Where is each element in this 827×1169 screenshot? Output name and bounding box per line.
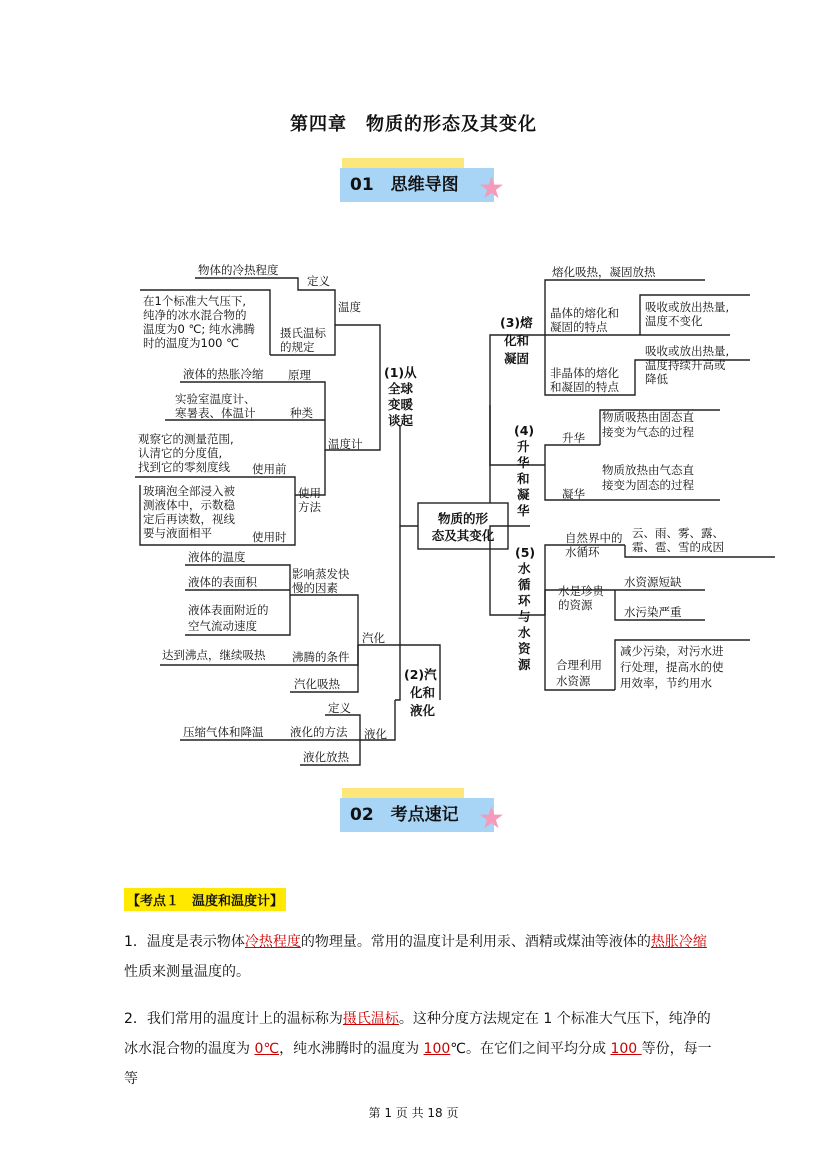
branch4-line6: 华 (517, 503, 530, 518)
branch5-line8: 源 (518, 657, 531, 672)
b3-3-desc-2: 温度持续升高或 (645, 358, 726, 372)
b3-2-desc-2: 温度不变化 (645, 314, 703, 328)
star-icon: ★ (478, 801, 505, 836)
b1-yuanli: 原理 (288, 368, 311, 382)
b3-3-1: 非晶体的熔化 (550, 366, 619, 380)
branch4-line2: 升 (517, 439, 530, 454)
paragraph-2 (124, 1004, 714, 1094)
b5-2-1: 水是珍贵 (558, 584, 604, 598)
b1-qian-desc-3: 找到它的零刻度线 (138, 460, 230, 474)
branch3-line3: 凝固 (504, 351, 530, 366)
b1-sheshi-2: 的规定 (280, 340, 315, 354)
b1-dingyi: 定义 (307, 274, 330, 288)
p2-answer-2: 0℃ (254, 1041, 280, 1057)
branch5-line7: 资 (518, 641, 531, 656)
b1-zhonglei-desc-1: 实验室温度计、 (175, 392, 256, 406)
branch4-line3: 华 (517, 455, 530, 470)
branch1-line2: 全球 (388, 381, 414, 396)
p2-answer-1: 摄氏温标 (342, 1011, 399, 1027)
p2-text-h: ℃。在它们之间平均分成 (450, 1041, 611, 1057)
star-icon: ★ (478, 171, 505, 206)
b1-wendu: 温度 (338, 300, 361, 314)
p2-answer-3: 100 (423, 1041, 451, 1057)
b4-ning: 凝华 (562, 487, 585, 501)
branch3-line1: (3)熔 (500, 315, 533, 330)
b1-zhonglei-desc-2: 寒暑表、体温计 (175, 406, 256, 420)
branch5-line3: 循 (518, 577, 531, 592)
branch3-line2: 化和 (504, 333, 530, 348)
b1-shi: 使用时 (252, 530, 287, 544)
section-header-kaodian (340, 788, 505, 848)
paragraph-1 (124, 927, 714, 987)
b5-2-b: 水污染严重 (624, 605, 682, 619)
b1-zhonglei: 种类 (290, 406, 313, 420)
b3-3-2: 和凝固的特点 (550, 380, 619, 394)
b2-f2: 液体的表面积 (188, 575, 257, 589)
branch1-line3: 变暖 (388, 397, 414, 412)
section-header-mindmap (340, 158, 505, 218)
b1-qian-desc-2: 认清它的分度值, (138, 446, 223, 460)
b2-f3-1: 液体表面附近的 (188, 603, 269, 617)
p2-answer-4: 100 (610, 1041, 642, 1057)
branch5-line6: 水 (518, 625, 531, 640)
b1-shi-desc-3: 定后再读数，视线 (143, 512, 235, 526)
b2-yehua: 液化 (364, 727, 387, 741)
b5-3-desc-2: 行处理，提高水的使 (620, 660, 724, 674)
b1-sheshi-desc-3: 温度为0 ℃; 纯水沸腾 (143, 322, 255, 336)
b2-qihua-xire: 汽化吸热 (294, 677, 340, 691)
branch1-line4: 谈起 (388, 413, 414, 428)
b2-qihua: 汽化 (362, 631, 385, 645)
b1-yuanli-desc: 液体的热胀冷缩 (183, 367, 264, 381)
branch4-line1: (4) (514, 423, 535, 438)
b1-sheshi-desc-2: 纯净的冰水混合物的 (143, 308, 247, 322)
b3-2-desc-1: 吸收或放出热量, (645, 300, 730, 314)
b1-sheshi-desc-4: 时的温度为100 ℃ (143, 336, 240, 350)
center-line-1: 物质的形 (437, 511, 489, 526)
b3-1: 熔化吸热，凝固放热 (552, 265, 656, 279)
b1-sheshi-desc-1: 在1个标准大气压下, (143, 294, 246, 308)
b3-3-desc-1: 吸收或放出热量, (645, 344, 730, 358)
b4-sheng: 升华 (562, 431, 585, 445)
p2-text-j: 等份，每一等 (124, 1041, 712, 1087)
b1-shiyong-2: 方法 (298, 500, 321, 514)
section-yellow-bar (342, 158, 464, 168)
branch1-line1: (1)从 (384, 365, 417, 380)
branch4-line4: 和 (517, 471, 530, 486)
b5-3-desc-3: 用效率，节约用水 (620, 676, 712, 690)
p2-text-d: 冰水混合物的温度为 (124, 1041, 255, 1057)
b2-yehua-fangre: 液化放热 (303, 750, 349, 764)
branch2-line2: 化和 (410, 685, 436, 700)
b1-shi-desc-2: 测液体中，示数稳 (143, 498, 235, 512)
page-title: 第四章 物质的形态及其变化 (290, 114, 537, 135)
b2-yingxiang-2: 慢的因素 (292, 581, 338, 595)
p2-text-c: 。这种分度方法规定在 1 个标准大气压下，纯净的 (398, 1011, 711, 1027)
b5-1-1: 自然界中的 (565, 531, 623, 545)
b5-2-2: 的资源 (558, 598, 593, 612)
branch5-line5: 与 (518, 609, 531, 624)
center-line-2: 态及其变化 (431, 528, 495, 543)
p1-text-a: 1．温度是表示物体 (124, 934, 245, 950)
branch2-line1: (2)汽 (404, 667, 437, 682)
b2-f3-2: 空气流动速度 (188, 619, 257, 633)
branch5-line4: 环 (518, 593, 531, 608)
b3-2-1: 晶体的熔化和 (550, 306, 619, 320)
section-title: 01 思维导图 (340, 168, 494, 202)
p1-text-e: 性质来测量温度的。 (124, 964, 250, 980)
b5-1-desc-2: 霜、雹、雪的成因 (632, 540, 724, 554)
p1-answer-1: 冷热程度 (244, 934, 301, 950)
branch5-line1: (5) (515, 545, 536, 560)
b2-yehua-fangfa-desc: 压缩气体和降温 (183, 725, 264, 739)
kaodian-label: 【考点１ 温度和温度计】 (124, 888, 286, 911)
b1-shi-desc-1: 玻璃泡全部浸入被 (143, 484, 235, 498)
b2-feiteng: 沸腾的条件 (292, 650, 350, 664)
b2-f1: 液体的温度 (188, 550, 246, 564)
b5-1-desc-1: 云、雨、雾、露、 (632, 526, 724, 540)
b4-ning-desc-2: 接变为固态的过程 (602, 478, 694, 492)
branch2-line3: 液化 (410, 703, 436, 718)
section-yellow-bar (342, 788, 464, 798)
b4-ning-desc-1: 物质放热由气态直 (602, 463, 694, 477)
b1-shiyong-1: 使用 (298, 486, 321, 500)
p1-answer-2: 热胀冷缩 (650, 934, 707, 950)
b5-3-1: 合理利用 (556, 658, 602, 672)
b1-sheshi-1: 摄氏温标 (280, 326, 326, 340)
b1-lenre: 物体的冷热程度 (198, 263, 279, 277)
b2-yingxiang-1: 影响蒸发快 (292, 567, 350, 581)
b5-1-2: 水循环 (565, 545, 600, 559)
b5-3-desc-1: 减少污染，对污水进 (620, 644, 724, 658)
b1-qian: 使用前 (252, 462, 287, 476)
p1-text-c: 的物理量。常用的温度计是利用汞、酒精或煤油等液体的 (300, 934, 651, 950)
p2-text-a: 2．我们常用的温度计上的温标称为 (124, 1011, 343, 1027)
branch5-line2: 水 (518, 561, 531, 576)
b3-3-desc-3: 降低 (645, 372, 668, 386)
mind-map (0, 245, 827, 805)
b1-wendu-ji: 温度计 (328, 437, 363, 451)
branch4-line5: 凝 (517, 487, 530, 502)
section-title: 02 考点速记 (340, 798, 494, 832)
b3-2-2: 凝固的特点 (550, 320, 608, 334)
b5-2-a: 水资源短缺 (624, 575, 682, 589)
b1-qian-desc-1: 观察它的测量范围, (138, 432, 234, 446)
b2-yehua-dingyi: 定义 (328, 701, 351, 715)
b4-sheng-desc-2: 接变为气态的过程 (602, 425, 694, 439)
b1-shi-desc-4: 要与液面相平 (143, 526, 212, 540)
b5-3-2: 水资源 (556, 674, 591, 688)
page-footer: 第 1 页 共 18 页 (368, 1106, 459, 1120)
b2-yehua-fangfa: 液化的方法 (290, 725, 348, 739)
b4-sheng-desc-1: 物质吸热由固态直 (602, 410, 694, 424)
p2-text-f: ，纯水沸腾时的温度为 (279, 1041, 424, 1057)
b2-feiteng-desc: 达到沸点，继续吸热 (162, 648, 266, 662)
